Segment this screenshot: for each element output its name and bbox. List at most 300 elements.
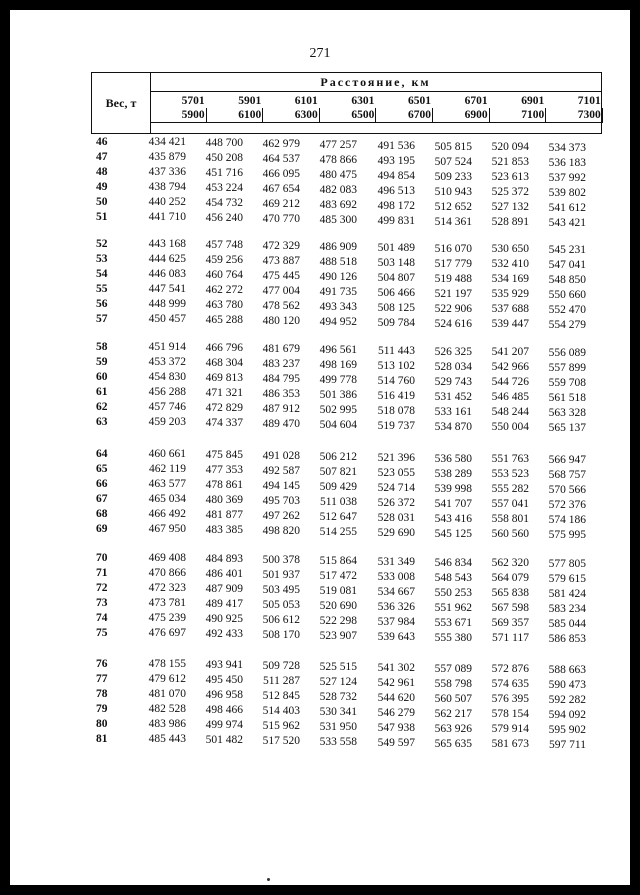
price-cell: 490 925	[205, 612, 243, 625]
price-cell: 441 710	[148, 211, 186, 223]
price-cell: 539 998	[434, 482, 472, 495]
table-row	[10, 371, 630, 390]
price-cell: 534 870	[434, 420, 472, 433]
price-cell: 472 323	[148, 582, 186, 594]
price-cell: 565 838	[491, 587, 529, 600]
price-cell: 563 328	[548, 407, 586, 420]
price-cell: 510 943	[434, 185, 472, 198]
price-cell: 504 604	[319, 418, 357, 431]
price-cell: 487 909	[205, 582, 243, 595]
price-cell: 530 341	[319, 705, 357, 718]
price-cell: 483 692	[319, 198, 357, 211]
price-cell: 506 212	[319, 450, 357, 463]
price-cell: 491 735	[319, 285, 357, 298]
price-cell: 469 212	[262, 197, 300, 210]
price-cell: 541 302	[377, 661, 415, 674]
price-cell: 467 950	[148, 523, 186, 535]
price-cell: 571 117	[492, 632, 529, 645]
price-cell: 457 748	[205, 238, 243, 251]
price-cell: 511 443	[378, 344, 415, 357]
price-cell: 472 829	[205, 401, 243, 414]
price-cell: 586 853	[548, 633, 586, 646]
weight-group	[10, 136, 630, 230]
table-row	[10, 523, 630, 542]
price-cell: 509 233	[434, 170, 472, 183]
weight-cell: 48	[96, 166, 108, 178]
price-cell: 486 909	[319, 240, 357, 253]
weight-cell: 80	[96, 718, 108, 730]
price-cell: 493 195	[377, 154, 415, 167]
price-cell: 551 962	[434, 601, 472, 614]
price-cell: 509 784	[377, 316, 415, 329]
price-cell: 585 044	[548, 618, 586, 631]
price-cell: 483 237	[262, 357, 300, 370]
weight-group	[10, 552, 630, 646]
weight-cell: 47	[96, 151, 108, 163]
price-cell: 541 207	[491, 346, 529, 359]
price-cell: 517 779	[434, 257, 472, 270]
price-cell: 590 473	[548, 679, 586, 692]
range-from: 7101	[577, 95, 601, 107]
price-cell: 521 396	[377, 451, 415, 464]
price-cell: 531 950	[319, 720, 357, 733]
price-cell: 498 466	[205, 703, 243, 716]
price-cell: 581 424	[548, 588, 586, 601]
price-cell: 528 732	[319, 690, 357, 703]
price-cell: 482 528	[148, 703, 186, 715]
price-cell: 462 979	[262, 137, 300, 150]
range-to: 6500	[320, 108, 377, 123]
price-cell: 546 485	[491, 391, 529, 404]
price-cell: 456 288	[148, 386, 186, 398]
weight-cell: 81	[96, 733, 108, 745]
table-row	[10, 151, 630, 170]
table-header	[91, 72, 602, 134]
weight-column-header: Вес, т	[92, 73, 151, 133]
price-cell: 465 288	[205, 313, 243, 326]
price-cell: 537 992	[548, 172, 586, 185]
range-to: 6700	[376, 108, 433, 123]
table-row	[10, 196, 630, 215]
price-cell: 522 906	[434, 302, 472, 315]
price-cell: 514 760	[377, 374, 415, 387]
weight-cell: 50	[96, 196, 108, 208]
price-cell: 563 926	[434, 722, 472, 735]
price-cell: 494 952	[319, 315, 357, 328]
scan-dot	[267, 878, 270, 881]
price-cell: 529 690	[377, 526, 415, 539]
price-cell: 460 661	[148, 448, 186, 460]
price-cell: 496 513	[377, 184, 415, 197]
price-cell: 473 887	[262, 254, 300, 267]
range-to: 7300	[546, 108, 603, 123]
price-cell: 477 257	[319, 138, 357, 151]
price-cell: 536 183	[548, 157, 586, 170]
price-cell: 498 169	[319, 358, 357, 371]
price-cell: 454 830	[148, 371, 186, 383]
price-cell: 574 186	[548, 514, 586, 527]
distance-range-header	[320, 91, 377, 133]
range-from: 6501	[407, 95, 431, 107]
price-cell: 531 349	[377, 555, 415, 568]
price-cell: 543 416	[434, 512, 472, 525]
price-cell: 547 041	[548, 259, 586, 272]
weight-group	[10, 448, 630, 542]
price-cell: 482 083	[319, 183, 357, 196]
price-cell: 508 170	[262, 628, 300, 641]
price-cell: 531 452	[434, 390, 472, 403]
table-row	[10, 463, 630, 482]
price-cell: 450 208	[205, 151, 243, 164]
distance-range-header	[263, 91, 320, 133]
price-cell: 481 877	[205, 508, 243, 521]
price-cell: 551 763	[491, 453, 529, 466]
price-cell: 504 807	[377, 271, 415, 284]
table-row	[10, 733, 630, 752]
price-cell: 537 984	[377, 615, 415, 628]
table-row	[10, 313, 630, 332]
table-row	[10, 253, 630, 272]
price-cell: 496 958	[205, 688, 243, 701]
price-cell: 446 083	[148, 268, 186, 280]
price-cell: 483 986	[148, 718, 186, 730]
price-cell: 569 357	[491, 617, 529, 630]
table-row	[10, 552, 630, 571]
table-row	[10, 181, 630, 200]
price-cell: 553 523	[491, 468, 529, 481]
price-cell: 448 700	[205, 136, 243, 149]
price-cell: 521 197	[434, 287, 472, 300]
price-cell: 564 079	[491, 572, 529, 585]
price-cell: 528 034	[434, 360, 472, 373]
price-cell: 539 447	[491, 318, 529, 331]
price-cell: 562 217	[434, 707, 472, 720]
price-cell: 533 008	[377, 570, 415, 583]
price-cell: 470 770	[262, 212, 300, 225]
weight-cell: 53	[96, 253, 108, 265]
price-cell: 456 240	[205, 211, 243, 224]
price-cell: 570 566	[548, 484, 586, 497]
price-cell: 558 801	[491, 513, 529, 526]
price-cell: 514 361	[434, 215, 472, 228]
price-cell: 516 070	[434, 242, 472, 255]
price-cell: 453 224	[205, 181, 243, 194]
price-cell: 490 126	[319, 270, 357, 283]
price-cell: 493 343	[319, 300, 357, 313]
price-cell: 466 492	[148, 508, 186, 520]
price-cell: 525 372	[491, 186, 529, 199]
table-row	[10, 448, 630, 467]
range-to: 7100	[490, 108, 547, 123]
price-cell: 506 466	[377, 286, 415, 299]
table-row	[10, 718, 630, 737]
price-cell: 518 078	[377, 404, 415, 417]
price-cell: 530 650	[491, 243, 529, 256]
range-to: 5900	[150, 108, 207, 123]
price-cell: 460 764	[205, 268, 243, 281]
price-cell: 475 445	[262, 269, 300, 282]
price-cell: 523 907	[319, 629, 357, 642]
price-cell: 477 353	[205, 463, 243, 476]
table-row	[10, 298, 630, 317]
price-cell: 463 780	[205, 298, 243, 311]
price-cell: 466 796	[205, 341, 243, 354]
range-to: 6300	[263, 108, 320, 123]
price-cell: 492 587	[262, 464, 300, 477]
price-cell: 494 145	[262, 479, 300, 492]
price-cell: 555 282	[491, 483, 529, 496]
price-cell: 489 470	[262, 417, 300, 430]
price-cell: 544 620	[377, 691, 415, 704]
price-cell: 501 489	[377, 241, 415, 254]
price-cell: 459 256	[205, 253, 243, 266]
price-cell: 546 834	[434, 556, 472, 569]
price-cell: 480 475	[319, 168, 357, 181]
price-cell: 520 690	[319, 599, 357, 612]
weight-group	[10, 658, 630, 752]
weight-cell: 54	[96, 268, 108, 280]
price-cell: 524 616	[434, 317, 472, 330]
price-cell: 524 714	[377, 481, 415, 494]
weight-group	[10, 341, 630, 435]
price-cell: 501 482	[205, 733, 243, 746]
table-row	[10, 401, 630, 420]
price-cell: 544 726	[491, 376, 529, 389]
price-cell: 499 831	[377, 214, 415, 227]
price-cell: 512 647	[319, 510, 357, 523]
price-cell: 476 697	[148, 627, 186, 639]
price-cell: 484 893	[205, 552, 243, 565]
price-cell: 525 515	[319, 660, 357, 673]
price-cell: 471 321	[205, 386, 243, 399]
price-cell: 529 743	[434, 375, 472, 388]
price-cell: 517 520	[262, 734, 300, 747]
weight-cell: 76	[96, 658, 108, 670]
weight-cell: 51	[96, 211, 108, 223]
price-cell: 552 470	[548, 304, 586, 317]
distance-range-header	[433, 91, 490, 133]
weight-cell: 69	[96, 523, 108, 535]
table-row	[10, 612, 630, 631]
price-cell: 496 561	[319, 343, 357, 356]
price-cell: 579 615	[548, 573, 586, 586]
price-cell: 511 038	[320, 495, 357, 508]
range-from: 6901	[521, 95, 545, 107]
price-cell: 440 252	[148, 196, 186, 208]
price-cell: 501 386	[319, 388, 357, 401]
price-cell: 526 325	[434, 345, 472, 358]
document-page	[10, 10, 630, 885]
table-row	[10, 703, 630, 722]
price-cell: 443 168	[148, 238, 186, 250]
price-cell: 503 495	[262, 583, 300, 596]
distance-range-header	[150, 91, 207, 133]
price-cell: 522 298	[319, 614, 357, 627]
price-cell: 583 234	[548, 603, 586, 616]
price-cell: 515 962	[262, 719, 300, 732]
price-cell: 527 124	[319, 675, 357, 688]
price-cell: 516 419	[377, 389, 415, 402]
price-cell: 566 947	[548, 454, 586, 467]
weight-cell: 52	[96, 238, 108, 250]
price-cell: 502 995	[319, 403, 357, 416]
weight-cell: 49	[96, 181, 108, 193]
price-cell: 462 272	[205, 283, 243, 296]
price-cell: 509 728	[262, 659, 300, 672]
price-cell: 435 879	[148, 151, 186, 163]
price-cell: 554 279	[548, 319, 586, 332]
range-from: 6701	[464, 95, 488, 107]
price-cell: 550 004	[491, 421, 529, 434]
price-cell: 515 864	[319, 554, 357, 567]
price-cell: 501 937	[262, 568, 300, 581]
price-cell: 481 070	[148, 688, 186, 700]
price-cell: 467 654	[262, 182, 300, 195]
price-cell: 532 410	[491, 258, 529, 271]
price-cell: 485 443	[148, 733, 186, 745]
price-cell: 519 488	[434, 272, 472, 285]
weight-cell: 68	[96, 508, 108, 520]
table-row	[10, 416, 630, 435]
price-cell: 470 866	[148, 567, 186, 579]
table-row	[10, 688, 630, 707]
weight-cell: 57	[96, 313, 108, 325]
price-cell: 478 861	[205, 478, 243, 491]
price-cell: 543 421	[548, 217, 586, 230]
price-cell: 494 854	[377, 169, 415, 182]
price-cell: 480 120	[262, 314, 300, 327]
weight-cell: 70	[96, 552, 108, 564]
table-row	[10, 478, 630, 497]
price-cell: 534 667	[377, 585, 415, 598]
price-cell: 472 329	[262, 239, 300, 252]
price-cell: 469 408	[148, 552, 186, 564]
price-cell: 548 543	[434, 571, 472, 584]
price-cell: 536 580	[434, 452, 472, 465]
weight-cell: 66	[96, 478, 108, 490]
table-row	[10, 283, 630, 302]
table-row	[10, 341, 630, 360]
price-cell: 517 472	[319, 569, 357, 582]
price-cell: 576 395	[491, 693, 529, 706]
weight-cell: 46	[96, 136, 108, 148]
table-row	[10, 356, 630, 375]
table-row	[10, 582, 630, 601]
price-cell: 546 279	[377, 706, 415, 719]
weight-cell: 79	[96, 703, 108, 715]
price-cell: 519 081	[319, 584, 357, 597]
price-cell: 453 372	[148, 356, 186, 368]
table-row	[10, 673, 630, 692]
price-cell: 548 244	[491, 406, 529, 419]
weight-cell: 56	[96, 298, 108, 310]
price-cell: 497 262	[262, 509, 300, 522]
price-cell: 505 815	[434, 140, 472, 153]
price-cell: 594 092	[548, 709, 586, 722]
price-cell: 553 671	[434, 616, 472, 629]
weight-cell: 67	[96, 493, 108, 505]
price-cell: 568 757	[548, 469, 586, 482]
weight-cell: 75	[96, 627, 108, 639]
price-cell: 495 450	[205, 673, 243, 686]
price-cell: 506 612	[262, 613, 300, 626]
table-row	[10, 658, 630, 677]
weight-cell: 61	[96, 386, 108, 398]
price-cell: 557 041	[491, 498, 529, 511]
price-cell: 574 635	[491, 678, 529, 691]
price-cell: 485 300	[319, 213, 357, 226]
price-cell: 479 612	[148, 673, 186, 685]
price-cell: 481 679	[262, 342, 300, 355]
price-cell: 560 507	[434, 692, 472, 705]
price-cell: 509 429	[319, 480, 357, 493]
price-cell: 491 028	[262, 449, 300, 462]
price-cell: 577 805	[548, 558, 586, 571]
price-cell: 534 373	[548, 142, 586, 155]
price-cell: 549 597	[377, 736, 415, 749]
price-cell: 487 912	[262, 402, 300, 415]
price-cell: 560 560	[491, 528, 529, 541]
price-cell: 457 746	[148, 401, 186, 413]
price-cell: 454 732	[205, 196, 243, 209]
price-cell: 507 821	[319, 465, 357, 478]
price-cell: 548 850	[548, 274, 586, 287]
price-cell: 556 089	[548, 347, 586, 360]
table-row	[10, 268, 630, 287]
price-cell: 562 320	[491, 557, 529, 570]
price-cell: 572 876	[491, 663, 529, 676]
price-cell: 486 401	[205, 567, 243, 580]
distance-group-header: Расстояние, км	[150, 73, 601, 92]
price-cell: 539 643	[377, 630, 415, 643]
price-cell: 578 154	[491, 708, 529, 721]
weight-cell: 78	[96, 688, 108, 700]
weight-cell: 60	[96, 371, 108, 383]
distance-range-header	[490, 91, 547, 133]
weight-cell: 62	[96, 401, 108, 413]
price-cell: 483 385	[205, 523, 243, 536]
price-cell: 526 372	[377, 496, 415, 509]
price-cell: 478 866	[319, 153, 357, 166]
price-cell: 512 652	[434, 200, 472, 213]
price-cell: 464 537	[262, 152, 300, 165]
price-cell: 527 132	[491, 201, 529, 214]
price-cell: 597 711	[549, 739, 586, 752]
price-cell: 488 518	[319, 255, 357, 268]
price-cell: 523 613	[491, 171, 529, 184]
price-cell: 538 289	[434, 467, 472, 480]
price-cell: 588 663	[548, 664, 586, 677]
price-cell: 547 938	[377, 721, 415, 734]
range-to: 6100	[207, 108, 264, 123]
price-cell: 545 125	[434, 527, 472, 540]
price-cell: 541 612	[548, 202, 586, 215]
price-cell: 550 660	[548, 289, 586, 302]
table-row	[10, 567, 630, 586]
price-cell: 500 378	[262, 553, 300, 566]
price-cell: 463 577	[148, 478, 186, 490]
price-cell: 444 625	[148, 253, 186, 265]
price-cell: 499 974	[205, 718, 243, 731]
weight-cell: 71	[96, 567, 108, 579]
price-cell: 491 536	[377, 139, 415, 152]
price-cell: 519 737	[377, 419, 415, 432]
price-cell: 438 794	[148, 181, 186, 193]
price-cell: 558 798	[434, 677, 472, 690]
price-cell: 493 941	[205, 658, 243, 671]
price-cell: 565 137	[548, 422, 586, 435]
weight-cell: 55	[96, 283, 108, 295]
